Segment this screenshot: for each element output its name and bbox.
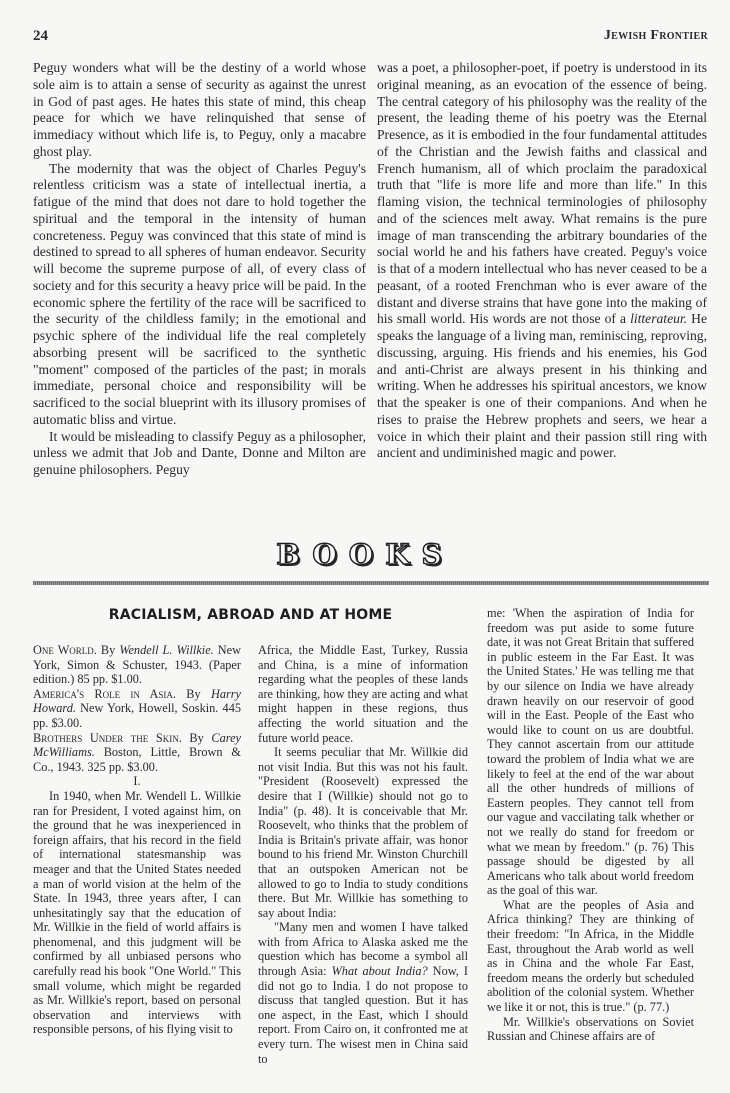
italic-term: litterateur. xyxy=(630,311,688,327)
essay-paragraph: It would be misleading to classify Peguy as a philosopher, unless we admit that Job and Dante, Donne and Milton are genuine philosophers. Peguy xyxy=(33,428,366,477)
review-column-1 xyxy=(33,643,241,1037)
section-number: I. xyxy=(133,774,141,789)
text-run: Now, I did not go to India. I do not propose to discuss that tangled question. But it has one aspect, in the East, which I should report. From Cairo on, it confronted me at every turn. The wisest men in China said to xyxy=(258,964,468,1066)
by-label: By xyxy=(96,643,120,657)
book-citation xyxy=(33,643,241,687)
book-author: Harry Howard. xyxy=(33,686,241,716)
review-paragraph: What are the peoples of Asia and Africa thinking? They are thinking of their freedom: "In Africa, in the Middle East, throughout the Arab world as well as in China and the whole Far East, freedom means the orderly but scheduled abolition of the colonial system. Whether we like it or not, this is true." (p. 77.) xyxy=(487,897,694,1015)
book-author: Wendell L. Willkie. xyxy=(119,643,214,657)
review-column-3 xyxy=(487,606,694,1044)
review-paragraph: It seems peculiar that Mr. Willkie did not visit India. But this was not his fault. "President (Roosevelt) expressed the desire that I (Willkie) should not go to India" (p. 48). It is conceivable that Mr. Roosevelt, who thinks that the problem of India is Britain's private affair, was honor bound to his friend Mr. Winston Churchill that an outspoken American not be allowed to go to India to study conditions there. But Mr. Willkie has something to say about India: xyxy=(258,745,468,920)
page-number: 24 xyxy=(33,28,48,44)
book-details: Boston, Little, Brown & Co., 1943. 325 pp. $3.00. xyxy=(33,745,241,774)
book-title: One World. xyxy=(33,643,97,657)
review-title: RACIALISM, ABROAD AND AT HOME xyxy=(108,607,393,623)
section-divider-rule xyxy=(33,581,709,585)
book-details: New York, Howell, Soskin. 445 pp. $3.00. xyxy=(33,701,241,730)
running-head: Jewish Frontier xyxy=(603,28,708,43)
book-title: America's Role in Asia. xyxy=(33,686,176,701)
review-paragraph: Mr. Willkie's observations on Soviet Russian and Chinese affairs are of xyxy=(487,1014,694,1044)
text-run: "Many men and women I have talked with from Africa to Alaska asked me the question which has become a symbol all through Asia: xyxy=(258,920,468,979)
book-title: Brothers Under the Skin. xyxy=(33,730,182,745)
book-details: New York, Simon & Schuster, 1943. (Paper edition.) 85 pp. $1.00. xyxy=(33,643,241,687)
review-paragraph: Africa, the Middle East, Turkey, Russia and China, is a mine of information regarding what the peoples of these lands are thinking, how they are acting and what might happen in these regions, thus affecting the world situation and the future world peace. xyxy=(258,643,468,745)
essay-paragraph: The modernity that was the object of Charles Peguy's relentless criticism was a state of intellectual inertia, a fatigue of the mind that does not dare to hold together the spiritual and the temporal in the intensity of human concreteness. Peguy was convinced that this state of mind is destined to spread to all spheres of human endeavor. Security will become the supreme purpose of all, of every class of society and for this security a heavy price will be paid. In the economic sphere the fertility of the race will be sacrificed to the security of the childless family; in the emotional and psychic sphere of the individual life the real completely absorbing present will be sacrificed to the synthetic "moment" composed of the particles of the past; in morals immediate, personal choice and responsibility will be sacrificed to the social blueprint with its illusory promises of automatic bliss and virtue. xyxy=(33,160,366,427)
review-quote-paragraph xyxy=(258,920,468,1066)
italic-phrase: What about India? xyxy=(331,964,428,979)
review-paragraph: me: 'When the aspiration of India for freedom was put aside to some future date, it was not Great Britain that suffered in public esteem in the Far East. It was the United States.' He was telling me that by our silence on India we have already drawn heavily on our reservoir of good will in the East. People of the East who would like to count on us are doubtful. They cannot ascertain from our attitude toward the problem of India what we are likely to feel at the end of the war about all the other hundreds of millions of Eastern peoples. They cannot tell from our vague and vaccilating talk whether or not we really do stand for freedom or what we mean by freedom." (p. 76) This passage should be digested by all Americans who talk about world freedom as the goal of this war. xyxy=(487,606,694,898)
essay-right-column xyxy=(377,60,707,462)
text-run: was a poet, a philosopher-poet, if poetry is understood in its original meaning, as an evocation of the essence of being. The central category of his philosophy was the reality of the present, the leading theme of his poetry was the Eternal Presence, as it is embodied in the four fundamental attitudes of the Christian and the Jewish faiths and classical and French humanism, all of which proclaim the paradoxical truth that "life is more life and more than life." In this flaming vision, the technical terminologies of philosophy and of the sciences melt away. What remains is the pure image of man transcending the arbitrary boundaries of the social world he and his fathers have created. Peguy's voice is that of a modern intellectual who has never ceased to be a peasant, of a rooted Frenchman who is ever aware of the distant and diverse strains that have gone into the making of his small world. His words are not those of a xyxy=(377,60,707,327)
essay-paragraph xyxy=(377,60,707,462)
by-label: By xyxy=(175,686,211,701)
books-section-heading: BOOKS xyxy=(276,538,454,571)
essay-paragraph: Peguy wonders what will be the destiny of a world whose sole aim is to attain a sense of security as against the unrest in God of past ages. He hates this state of mind, this cheap peace for which we have relinquished that sense of immediacy without which life is, to Peguy, only a macabre ghost play. xyxy=(33,60,366,159)
book-author: Carey McWilliams. xyxy=(33,730,242,760)
review-column-2 xyxy=(258,643,468,1066)
essay-left-column xyxy=(33,60,366,479)
book-citation xyxy=(33,731,241,775)
book-citation xyxy=(33,687,241,731)
text-run: He speaks the language of a living man, reminiscing, reproving, discussing, arguing. His friends and his enemies, his God and anti-Christ are always present in his thinking and writing. When he addresses his spiritual ancestors, we know that the speaker is one of their companions. And when he rises to praise the Hebrew prophets and seers, we hear a voice in which their plaint and their passion still ring with ancient and undiminished magic and power. xyxy=(377,311,707,461)
review-paragraph: In 1940, when Mr. Wendell L. Willkie ran for President, I voted against him, on the ground that he was inexperienced in foreign affairs, that his record in the field of international statesmanship was meager and that the United States needed a man of world vision at the helm of the State. In 1943, three years after, I can unhesitatingly say that the education of Mr. Willkie in the field of world affairs is phenomenal, and this judgment will be confirmed by all unbiased persons who carefully read his book "One World." This small volume, which might be regarded as Mr. Willkie's report, based on personal observation and interviews with responsible persons, of his flying visit to xyxy=(33,788,241,1037)
by-label: By xyxy=(181,730,212,745)
